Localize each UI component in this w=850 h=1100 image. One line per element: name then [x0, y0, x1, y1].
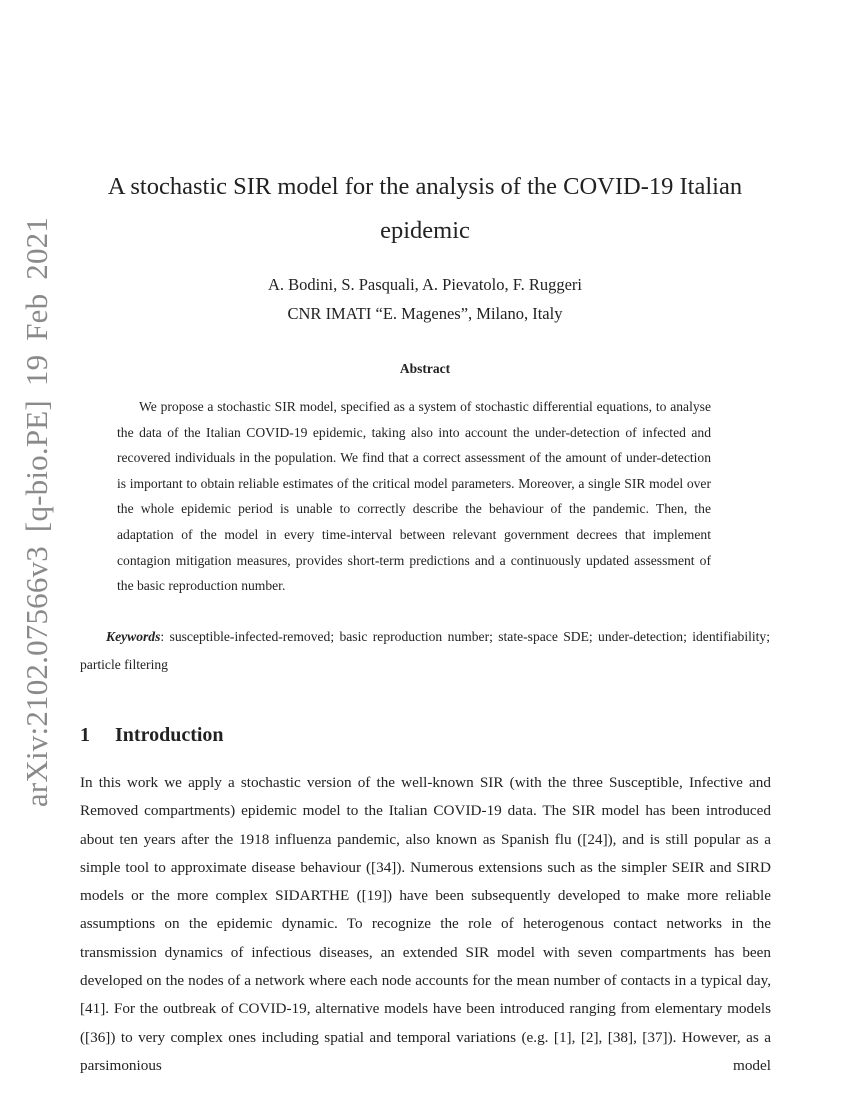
paper-title: [80, 165, 770, 253]
paper-title-line-2: epidemic: [380, 217, 470, 244]
abstract-text: We propose a stochastic SIR model, specified as a system of stochastic differential equations, to analyse the data of the Italian COVID-19 epidemic, taking also into account the under-detection of infected and recovered individuals in the population. We find that a correct assessment of the amount of under-detection is important to obtain reliable estimates of the critical model parameters. Moreover, a single SIR model over the whole epidemic period is unable to correctly describe the behaviour of the pandemic. Then, the adaptation of the model in every time-interval between relevant government decrees that implement contagion mitigation measures, provides short-term predictions and a continuously updated assessment of the basic reproduction number.: [117, 399, 711, 594]
keywords-label: Keywords: [106, 629, 161, 644]
section-number: 1: [80, 724, 90, 746]
author-names: A. Bodini, S. Pasquali, A. Pievatolo, F. Ruggeri: [267, 275, 583, 294]
keywords-list: susceptible-infected-removed; basic reproduction number; state-space SDE; under-detection; identifiability; particle filtering: [80, 629, 771, 672]
author-affiliation: CNR IMATI “E. Magenes”, Milano, Italy: [287, 304, 563, 323]
keywords-paragraph: [80, 623, 770, 679]
author-block: [80, 270, 770, 328]
arxiv-identifier-stamp: arXiv:2102.07566v3 [q-bio.PE] 19 Feb 2021: [19, 216, 54, 808]
section-heading-introduction: [80, 724, 224, 747]
abstract-heading: Abstract: [399, 361, 451, 376]
section-title: Introduction: [115, 724, 224, 746]
introduction-paragraph: In this work we apply a stochastic version of the well-known SIR (with the three Susceptible, Infective and Removed compartments) epidemic model to the Italian COVID-19 data. The SIR model has been introduced about ten years after the 1918 influenza pandemic, also known as Spanish flu ([24]), and is still popular as a simple tool to approximate disease behaviour ([34]). Numerous extensions such as the simpler SEIR and SIRD models or the more complex SIDARTHE ([19]) have been subsequently developed to make more reliable assumptions on the epidemic dynamic. To recognize the role of heterogenous contact networks in the transmission dynamics of infectious diseases, an extended SIR model with seven compartments has been developed on the nodes of a network where each node accounts for the mean number of contacts in a typical day, [41]. For the outbreak of COVID-19, alternative models have been introduced ranging from elementary models ([36]) to very complex ones including spatial and temporal variations (e.g. [1], [2], [38], [37]). However, as a parsimonious model: [80, 774, 771, 1074]
keywords-separator: :: [160, 629, 170, 644]
paper-title-line-1: A stochastic SIR model for the analysis of the COVID-19 Italian: [107, 173, 743, 200]
